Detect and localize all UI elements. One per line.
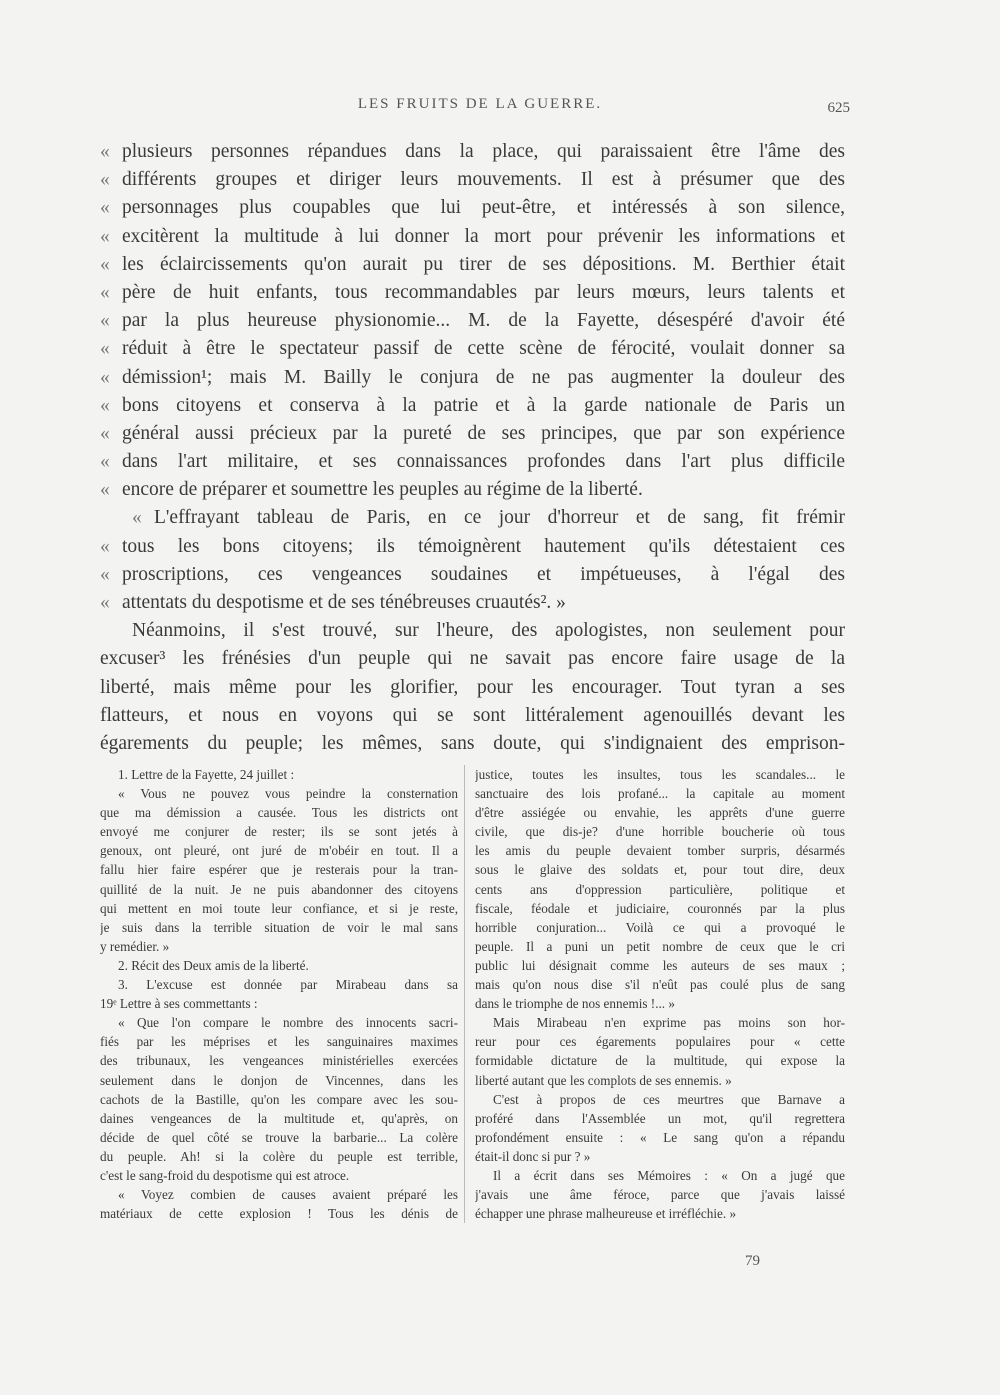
quote-mark: «	[100, 394, 110, 416]
footnote-line: d'être assiégée ou envahie, les apprêts d'une guerre	[475, 805, 845, 821]
footnote-line: « Voyez combien de causes avaient préparé les	[118, 1187, 458, 1203]
quote-mark: «	[100, 281, 110, 303]
folio-signature: 79	[745, 1253, 760, 1269]
footnote-line: Il a écrit dans ses Mémoires : « On a jugé que	[493, 1167, 845, 1183]
text-line	[100, 420, 845, 448]
text-line	[100, 307, 845, 335]
footnotes-left-column	[100, 765, 458, 1223]
footnote-line: fiscale, féodale et judiciaire, couronnés par la plus	[475, 900, 845, 916]
footnote-line: profondément ensuite : « Le sang qu'on a répandu	[475, 1129, 845, 1145]
quote-mark: «	[100, 592, 110, 613]
text-line	[100, 251, 845, 279]
footnote-line: formidable dictature de la multitude, qui expose la	[475, 1053, 845, 1069]
footnote-line: C'est à propos de ces meurtres que Barnave a	[493, 1091, 845, 1107]
text-line	[100, 645, 845, 673]
footnote-line: public lui désignait comme les auteurs de ses maux ;	[475, 957, 845, 973]
text-line	[100, 561, 845, 589]
footnotes	[100, 765, 845, 1223]
text-line-content: attentats du despotisme et de ses ténébreuses cruautés². »	[122, 592, 566, 613]
text-line	[100, 504, 845, 532]
footnote-line: les amis du peuple devaient tomber surpris, désarmés	[475, 843, 845, 859]
footnote-line: quillité de la nuit. Je ne puis abandonner des citoyens	[100, 881, 458, 897]
footnote-line: qui mettent en moi toute leur confiance, et si je reste,	[100, 900, 458, 916]
text-line	[100, 589, 845, 617]
footnote-line: 19ᵉ Lettre à ses commettants :	[100, 996, 258, 1012]
main-text	[100, 138, 845, 758]
footnote-line: « Vous ne pouvez vous peindre la consternation	[118, 786, 458, 802]
text-line-content: démission¹; mais M. Bailly le conjura de ne pas augmenter la douleur des	[122, 366, 845, 388]
footnote-line: genoux, ont pleuré, ont juré de m'obéir en tout. Il a	[100, 843, 458, 859]
text-line	[100, 617, 845, 645]
text-line-content: dans l'art militaire, et ses connaissances profondes dans l'art plus difficile	[122, 451, 845, 473]
footnote-line: 3. L'excuse est donnée par Mirabeau dans sa	[118, 977, 458, 993]
page-number: 625	[827, 100, 850, 116]
text-line	[100, 702, 845, 730]
text-line-content: différents groupes et diriger leurs mouvements. Il est à présumer que des	[122, 169, 845, 191]
text-line	[100, 194, 845, 222]
footnote-line: daines vengeances de la multitude et, qu'après, on	[100, 1110, 458, 1126]
quote-mark: «	[100, 169, 110, 191]
footnote-line: était-il donc si pur ? »	[475, 1148, 591, 1164]
footnote-line: 1. Lettre de la Fayette, 24 juillet :	[118, 767, 295, 782]
footnote-line: que ma démission a causée. Tous les districts ont	[100, 805, 458, 821]
footnote-line: je suis dans la terrible situation de voir le mal sans	[100, 919, 458, 935]
quote-mark: «	[100, 338, 110, 360]
text-line	[100, 533, 845, 561]
text-line-content: excuser³ les frénésies d'un peuple qui ne savait pas encore faire usage de la	[100, 648, 845, 670]
text-line-content: par la plus heureuse physionomie... M. de la Fayette, désespéré d'avoir été	[122, 310, 845, 332]
footnote-line: sous le glaive des soldats et, pour tout dire, deux	[475, 862, 845, 878]
text-line-content: personnages plus coupables que lui peut-être, et intéressés à son silence,	[122, 197, 845, 219]
footnote-line: liberté autant que les complots de ses ennemis. »	[475, 1072, 732, 1088]
text-line-content: liberté, mais même pour les glorifier, pour les encourager. Tout tyran a ses	[100, 676, 845, 698]
text-line-content: excitèrent la multitude à lui donner la mort pour prévenir les informations et	[122, 225, 845, 247]
text-line	[100, 138, 845, 166]
footnotes-right-column	[464, 765, 845, 1223]
text-line	[100, 166, 845, 194]
text-line-content: tous les bons citoyens; ils témoignèrent hautement qu'ils détestaient ces	[122, 535, 845, 557]
quote-mark: «	[100, 141, 110, 162]
text-line	[100, 364, 845, 392]
footnote-line: reur pour ces égarements populaires pour « cette	[475, 1034, 845, 1050]
footnote-line: sanctuaire des lois profané... la capitale au moment	[475, 786, 845, 802]
footnote-line: proféré dans l'Assemblée un mot, qu'il regrettera	[475, 1110, 845, 1126]
text-line	[100, 448, 845, 476]
footnote-line: envoyé me conjurer de rester; ils se sont jetés à	[100, 824, 458, 840]
quote-mark: «	[132, 507, 142, 529]
quote-mark: «	[100, 479, 110, 501]
footnote-line: justice, toutes les insultes, tous les scandales... le	[475, 767, 845, 782]
text-line-content: proscriptions, ces vengeances soudaines et impétueuses, à l'égal des	[122, 563, 845, 585]
text-line	[100, 279, 845, 307]
footnote-line: seulement dans le donjon de Vincennes, dans les	[100, 1072, 458, 1088]
footnote-line: horrible conjuration... Voilà ce qui a provoqué le	[475, 919, 845, 935]
footnote-line: échapper une phrase malheureuse et irréfléchie. »	[475, 1206, 737, 1222]
footnote-line: des tribunaux, les vengeances ministérielles exercées	[100, 1053, 458, 1069]
text-line	[100, 335, 845, 363]
footnote-line: « Que l'on compare le nombre des innocents sacri-	[118, 1015, 458, 1031]
quote-mark: «	[100, 197, 110, 219]
footnote-line: 2. Récit des Deux amis de la liberté.	[118, 957, 309, 973]
footnote-line: fallu hier faire espérer que je resterais pour la tran-	[100, 862, 458, 878]
text-line	[100, 223, 845, 251]
footnote-line: dans le triomphe de nos ennemis !... »	[475, 996, 675, 1012]
quote-mark: «	[100, 535, 110, 557]
footnote-line: civile, que dis-je? d'une horrible boucherie où tous	[475, 824, 845, 840]
text-line-content: Néanmoins, il s'est trouvé, sur l'heure, des apologistes, non seulement pour	[132, 620, 845, 642]
quote-mark: «	[100, 225, 110, 247]
text-line-content: L'effrayant tableau de Paris, en ce jour d'horreur et de sang, fit frémir	[154, 507, 845, 529]
footnote-line: décide de quel côté se trouve la barbarie... La colère	[100, 1129, 458, 1145]
text-line-content: les éclaircissements qu'on aurait pu tirer de ses dépositions. M. Berthier était	[122, 253, 845, 275]
text-line	[100, 392, 845, 420]
text-line-content: encore de préparer et soumettre les peuples au régime de la liberté.	[122, 479, 643, 501]
text-line-content: bons citoyens et conserva à la patrie et à la garde nationale de Paris un	[122, 394, 845, 416]
footnote-line: mais qu'on nous dise s'il n'eût pas coulé plus de sang	[475, 977, 845, 993]
text-line	[100, 730, 845, 758]
quote-mark: «	[100, 451, 110, 473]
footnote-line: Mais Mirabeau n'en exprime pas moins son hor-	[493, 1015, 845, 1031]
text-line-content: égarements du peuple; les mêmes, sans doute, qui s'indignaient des emprison-	[100, 732, 845, 754]
text-line-content: père de huit enfants, tous recommandables par leurs mœurs, leurs talents et	[122, 281, 845, 303]
quote-mark: «	[100, 310, 110, 332]
text-line-content: réduit à être le spectateur passif de cette scène de férocité, voulait donner sa	[122, 338, 845, 360]
quote-mark: «	[100, 422, 110, 444]
running-head: LES FRUITS DE LA GUERRE.	[357, 96, 603, 112]
quote-mark: «	[100, 366, 110, 388]
footnote-line: cents ans d'oppression particulière, politique et	[475, 881, 845, 897]
footnote-line: c'est le sang-froid du despotisme qui est atroce.	[100, 1167, 350, 1183]
footnote-line: peuple. Il a puni un petit nombre de ceux que le cri	[475, 938, 845, 954]
footnote-line: j'avais une âme féroce, parce que j'avais laissé	[475, 1187, 845, 1203]
text-line-content: plusieurs personnes répandues dans la place, qui paraissaient être l'âme des	[122, 141, 845, 162]
footnote-line: du peuple. Ah! si la colère du peuple est terrible,	[100, 1148, 458, 1164]
quote-mark: «	[100, 253, 110, 275]
quote-mark: «	[100, 563, 110, 585]
text-line-content: flatteurs, et nous en voyons qui se sont littéralement agenouillés devant les	[100, 704, 845, 726]
footnote-line: cachots de la Bastille, qu'on les compare avec les sou-	[100, 1091, 458, 1107]
footnote-line: fiés par les méprises et les sanguinaires maximes	[100, 1034, 458, 1050]
text-line	[100, 674, 845, 702]
text-line	[100, 476, 845, 504]
footnote-line: y remédier. »	[100, 938, 170, 954]
footnote-line: matériaux de cette explosion ! Tous les dénis de	[100, 1206, 458, 1222]
text-line-content: général aussi précieux par la pureté de ses principes, que par son expérience	[122, 422, 845, 444]
